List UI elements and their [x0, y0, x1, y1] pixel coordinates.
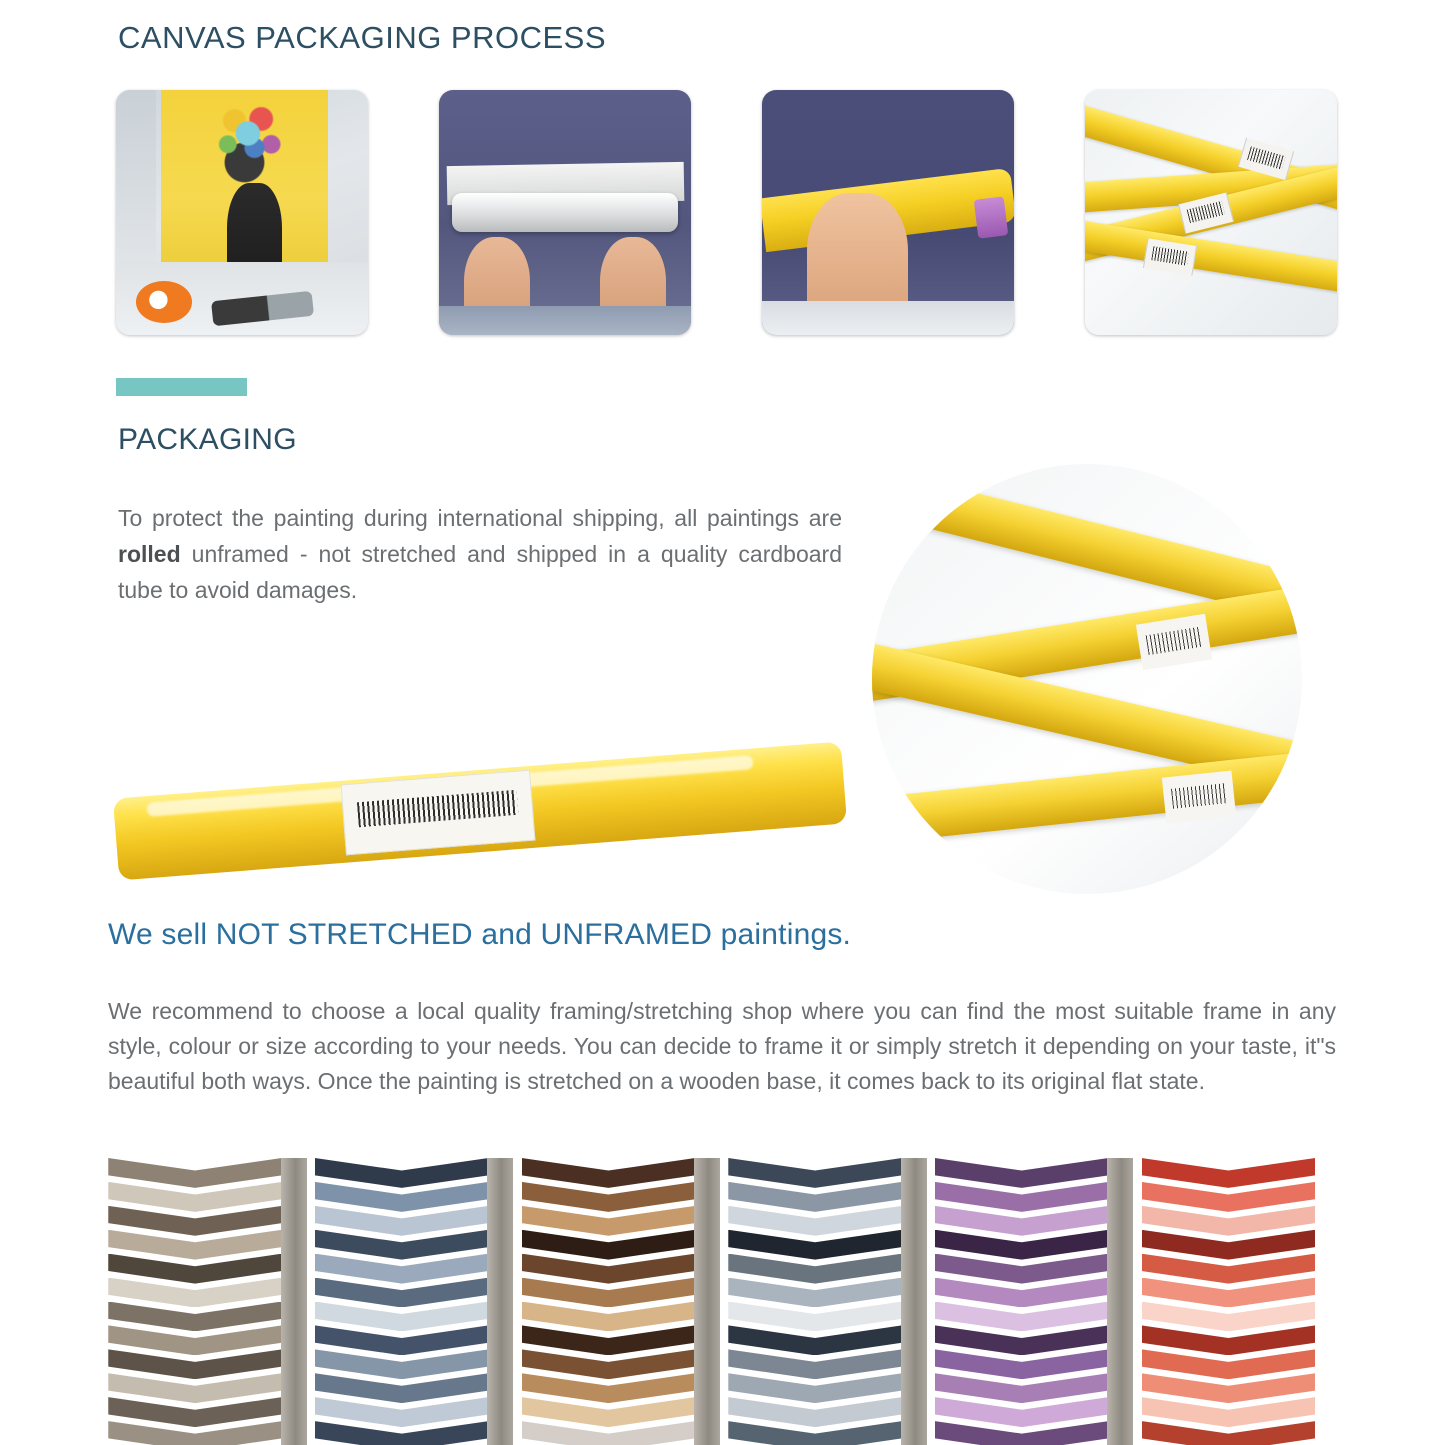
frame-sample-chevron: [1142, 1158, 1316, 1188]
frame-sample-column: [927, 1158, 1134, 1445]
page-title: CANVAS PACKAGING PROCESS: [118, 20, 607, 55]
process-photo-strip: [116, 90, 1338, 335]
frame-sample-chevron: [728, 1158, 902, 1188]
packaging-paragraph-bold: rolled: [118, 541, 181, 567]
process-photo-step-2: [439, 90, 691, 335]
frame-sample-column: [307, 1158, 514, 1445]
frame-samples-photo: [100, 1158, 1340, 1445]
teal-divider: [116, 378, 247, 396]
single-tube-photo: [100, 726, 860, 896]
tubes-closeup-photo: [872, 464, 1302, 894]
frame-sample-column: [720, 1158, 927, 1445]
framing-paragraph: We recommend to choose a local quality framing/stretching shop where you can find the most suitable frame in any style, colour or size according to your needs. You can decide to frame it or simply stretch it depending on your taste, it"s beautiful both ways. Once the painting is stretched on a wooden base, it comes back to its original flat state.: [108, 998, 1336, 1094]
process-photo-step-4: [1085, 90, 1337, 335]
frame-sample-chevron: [315, 1158, 489, 1188]
process-photo-step-3: [762, 90, 1014, 335]
packaging-paragraph-part-2: unframed - not stretched and shipped in a quality cardboard tube to avoid damages.: [118, 541, 842, 603]
frame-sample-column: [100, 1158, 307, 1445]
frame-sample-chevron: [935, 1158, 1109, 1188]
frame-sample-column: [513, 1158, 720, 1445]
packaging-heading: PACKAGING: [118, 423, 297, 456]
packaging-paragraph: [118, 500, 842, 608]
unframed-heading: We sell NOT STRETCHED and UNFRAMED paintings.: [108, 918, 852, 951]
frame-sample-column: [1133, 1158, 1340, 1445]
frame-sample-chevron: [522, 1158, 696, 1188]
process-photo-step-1: [116, 90, 368, 335]
frame-sample-chevron: [108, 1158, 282, 1188]
packaging-paragraph-part-1: To protect the painting during international shipping, all paintings are: [118, 505, 842, 531]
